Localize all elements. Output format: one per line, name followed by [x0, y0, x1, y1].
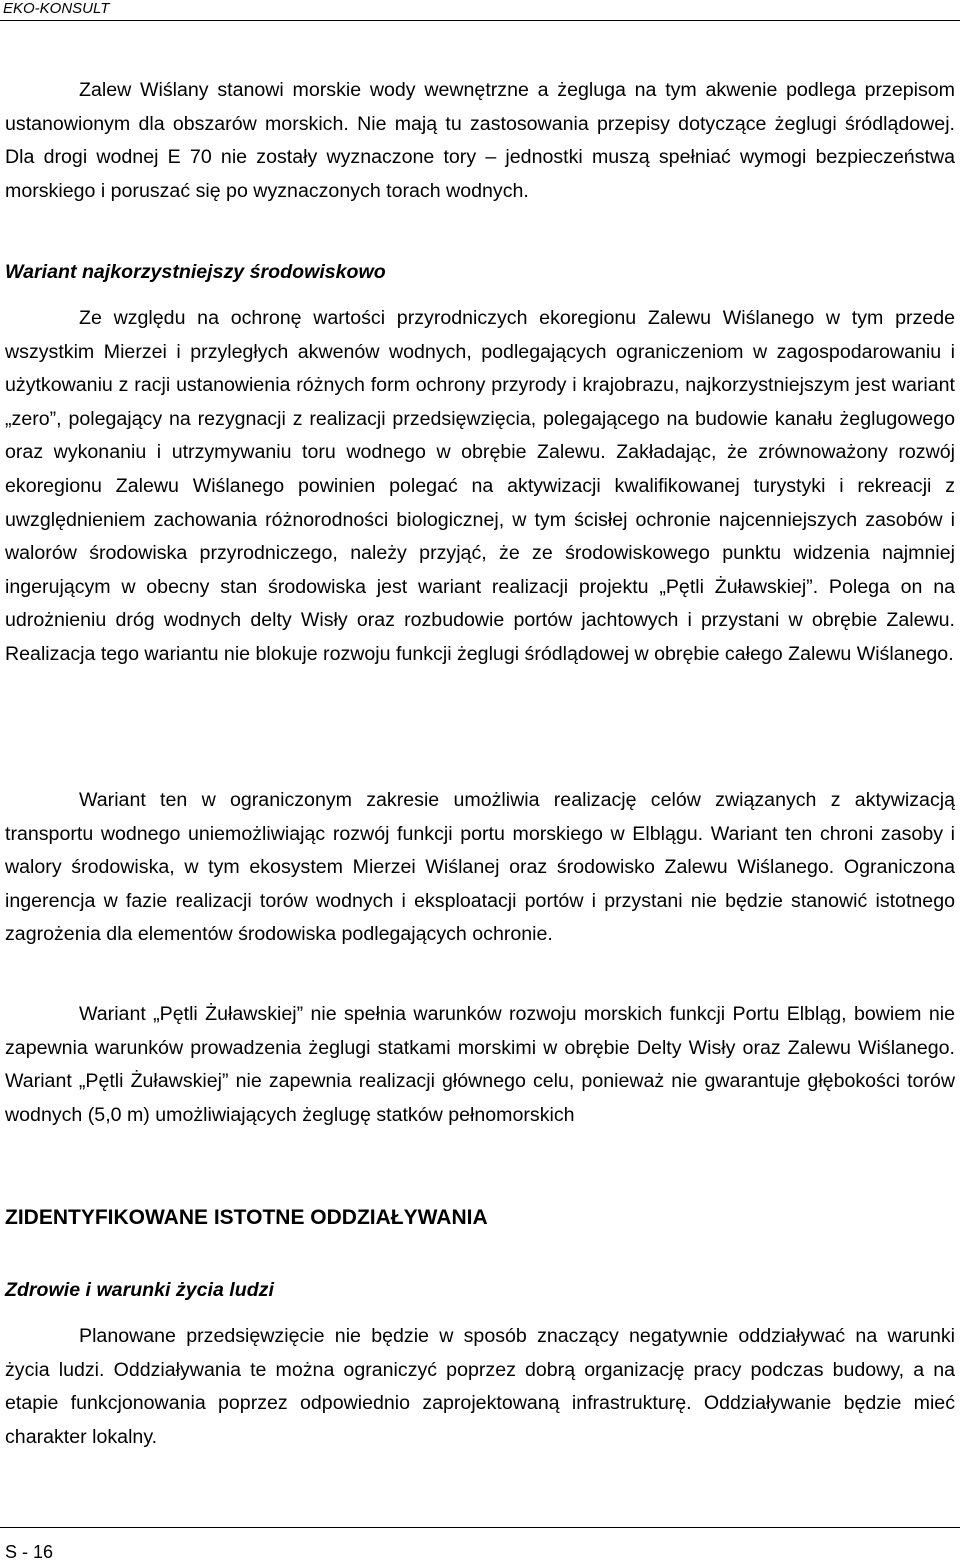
paragraph-best-variant — [5, 302, 955, 672]
heading-variant-block — [5, 260, 955, 284]
heading-health-living-conditions: Zdrowie i warunki życia ludzi — [5, 1279, 274, 1301]
paragraph-zalew-status — [5, 74, 955, 208]
paragraph-health — [5, 1320, 955, 1454]
page-number: S - 16 — [5, 1542, 54, 1562]
paragraph-text: Ze względu na ochronę wartości przyrodniczych ekoregionu Zalewu Wiślanego w tym przede wszystkim Mierzei i przyległych akwenów wodnych, podlegających ograniczeniom w zagospodarowaniu i użytkowaniu z racji ustanowienia różnych form ochrony przyrody i krajobrazu, najkorzystniejszym jest wariant „zero”, polegający na rezygnacji z realizacji przedsięwzięcia, polegającego na budowie kanału żeglugowego oraz wykonaniu i utrzymywaniu toru wodnego w obrębie Zalewu. Zakładając, że zrównoważony rozwój ekoregionu Zalewu Wiślanego powinien polegać na aktywizacji kwalifikowanej turystyki i rekreacji z uwzględnieniem zachowania różnorodności biologicznej, w tym ścisłej ochronie najcenniejszych zasobów i walorów środowiska przyrodniczego, należy przyjąć, że ze środowiskowego punktu widzenia najmniej ingerującym w obecny stan środowiska jest wariant realizacji projektu „Pętli Żuławskiej”. Polega on na udrożnieniu dróg wodnych delty Wisły oraz rozbudowie portów jachtowych i przystani w obrębie Zalewu. Realizacja tego wariantu nie blokuje rozwoju funkcji żeglugi śródlądowej w obrębie całego Zalewu Wiślanego. — [5, 307, 955, 665]
heading-best-variant: Wariant najkorzystniejszy środowiskowo — [5, 261, 386, 283]
paragraph-text: Zalew Wiślany stanowi morskie wody wewnętrzne a żegluga na tym akwenie podlega przepisom ustanowionym dla obszarów morskich. Nie mają tu zastosowania przepisy dotyczące żeglugi śródlądowej. Dla drogi wodnej E 70 nie zostały wyznaczone tory – jednostki muszą spełniać wymogi bezpieczeństwa morskiego i poruszać się po wyznaczonych torach wodnych. — [5, 79, 955, 202]
heading-identified-impacts: ZIDENTYFIKOWANE ISTOTNE ODDZIAŁYWANIA — [5, 1206, 488, 1229]
header-divider — [0, 20, 960, 21]
document-header-title: EKO-KONSULT — [3, 0, 110, 17]
heading-health-block — [5, 1278, 955, 1302]
footer-divider — [0, 1527, 960, 1528]
paragraph-petla-zulawska — [5, 998, 955, 1132]
paragraph-variant-limited — [5, 784, 955, 952]
paragraph-text: Wariant ten w ograniczonym zakresie umożliwia realizację celów związanych z aktywizacją transportu wodnego uniemożliwiając rozwój funkcji portu morskiego w Elblągu. Wariant ten chroni zasoby i walory środowiska, w tym ekosystem Mierzei Wiślanej oraz środowisko Zalewu Wiślanego. Ograniczona ingerencja w fazie realizacji torów wodnych i eksploatacji portów i przystani nie będzie stanowić istotnego zagrożenia dla elementów środowiska podlegających ochronie. — [5, 789, 955, 946]
paragraph-text: Planowane przedsięwzięcie nie będzie w sposób znaczący negatywnie oddziaływać na warunki życia ludzi. Oddziaływania te można ograniczyć poprzez dobrą organizację pracy podczas budowy, a na etapie funkcjonowania poprzez odpowiednio zaprojektowaną infrastrukturę. Oddziaływanie będzie mieć charakter lokalny. — [5, 1325, 955, 1448]
paragraph-text: Wariant „Pętli Żuławskiej” nie spełnia warunków rozwoju morskich funkcji Portu Elbląg, bowiem nie zapewnia warunków prowadzenia żeglugi statkami morskimi w obrębie Delty Wisły oraz Zalewu Wiślanego. Wariant „Pętli Żuławskiej” nie zapewnia realizacji głównego celu, ponieważ nie gwarantuje głębokości torów wodnych (5,0 m) umożliwiających żeglugę statków pełnomorskich — [5, 1003, 955, 1126]
heading-impacts-block — [5, 1205, 955, 1231]
